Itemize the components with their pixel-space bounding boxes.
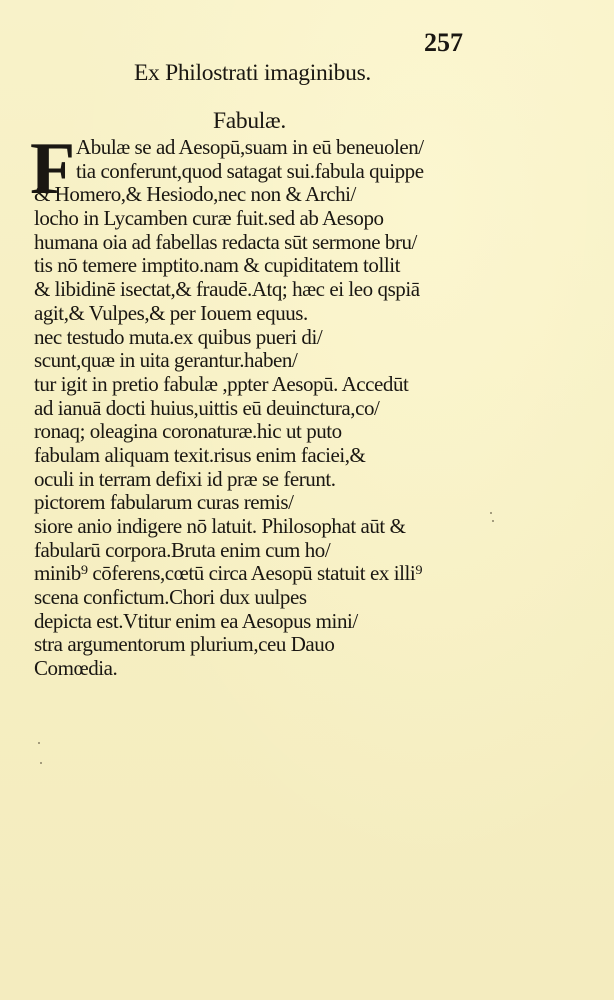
text-line: tis nō temere imptito.nam & cupiditatem tollit [34, 253, 400, 278]
text-line: agit,& Vulpes,& per Iouem equus. [34, 300, 308, 325]
text-line: locho in Lycamben curæ fuit.sed ab Aesopo [34, 206, 384, 231]
text-line: & libidinē isectat,& fraudē.Atq; hæc ei leo qspiā [34, 277, 420, 302]
running-head: Ex Philostrati imaginibus. [134, 60, 371, 86]
section-title: Fabulæ. [213, 108, 286, 134]
text-line: depicta est.Vtitur enim ea Aesopus mini/ [34, 608, 358, 633]
text-line: humana oia ad fabellas redacta sūt sermone bru/ [34, 229, 417, 254]
text-line: fabularū corpora.Bruta enim cum ho/ [34, 537, 331, 562]
text-line: fabulam aliquam texit.risus enim faciei,& [34, 442, 366, 467]
text-line: scena confictum.Chori dux uulpes [34, 585, 307, 610]
text-line: stra argumentorum plurium,ceu Dauo [34, 632, 335, 657]
drop-cap-initial: F [30, 128, 76, 210]
body-text [34, 136, 504, 681]
paper-speck [40, 762, 42, 764]
paper-speck [38, 742, 40, 744]
text-line: tur igit in pretio fabulæ ,ppter Aesopū. Accedūt [34, 371, 409, 396]
text-line: oculi in terram defixi id præ se ferunt. [34, 466, 336, 491]
text-line: scunt,quæ in uita gerantur.haben/ [34, 348, 298, 373]
text-line: nec testudo muta.ex quibus pueri di/ [34, 324, 323, 349]
text-line: pictorem fabularum curas remis/ [34, 490, 294, 515]
text-line: Comœdia. [34, 656, 118, 681]
text-line: minib⁹ cōferens,cœtū circa Aesopū statuit ex illi⁹ [34, 561, 423, 586]
text-line: tia conferunt,quod satagat sui.fabula quippe [76, 158, 424, 183]
page-number: 257 [424, 28, 463, 57]
paper-speck [490, 512, 492, 514]
text-line: ronaq; oleagina coronaturæ.hic ut puto [34, 419, 342, 444]
paper-speck [492, 520, 494, 522]
text-line: & Homero,& Hesiodo,nec non & Archi/ [34, 182, 356, 207]
text-line: siore anio indigere nō latuit. Philosophat aūt & [34, 514, 406, 538]
text-line: ad ianuā docti huius,uittis eū deuinctura,co/ [34, 395, 380, 420]
text-line: Abulæ se ad Aesopū,suam in eū beneuolen/ [76, 135, 424, 159]
